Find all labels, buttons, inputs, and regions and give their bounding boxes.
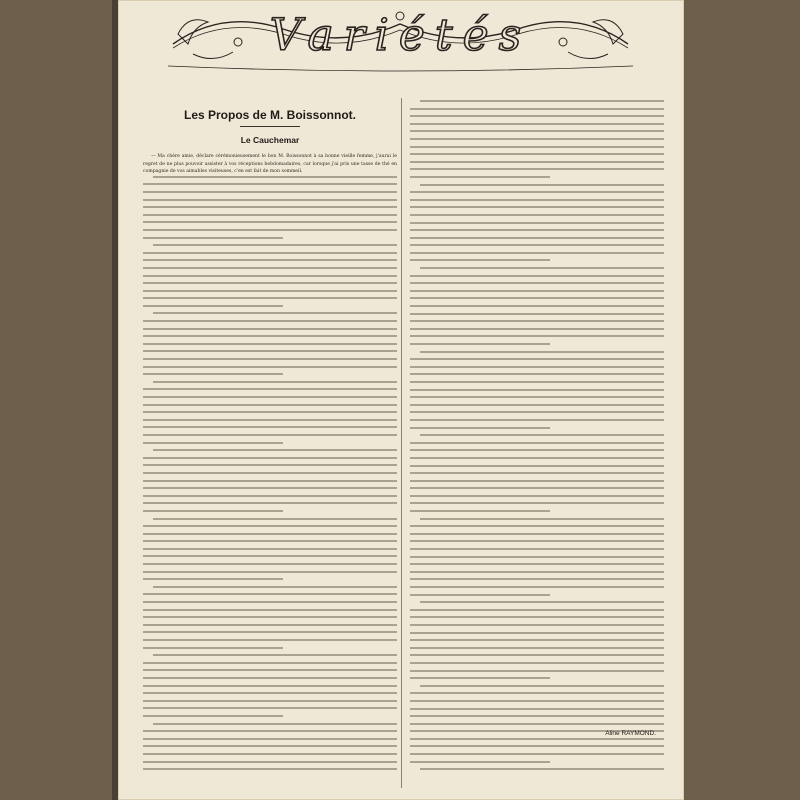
text-line — [143, 525, 397, 527]
text-line — [420, 267, 664, 269]
article-subtitle: Le Cauchemar — [240, 135, 300, 145]
text-line — [410, 389, 664, 391]
text-line — [143, 730, 397, 732]
text-line — [410, 199, 664, 201]
text-line — [410, 472, 664, 474]
text-line — [410, 305, 664, 307]
text-line — [420, 351, 664, 353]
text-line — [143, 297, 397, 299]
text-line — [143, 396, 397, 398]
text-line — [143, 388, 397, 390]
text-line — [143, 464, 397, 466]
text-line — [153, 176, 397, 178]
text-line — [143, 275, 397, 277]
text-line — [143, 601, 397, 603]
text-line — [143, 548, 397, 550]
text-line — [410, 700, 664, 702]
text-line — [420, 518, 664, 520]
text-line — [143, 647, 283, 649]
text-line — [143, 761, 397, 763]
text-line — [143, 366, 397, 368]
text-line — [143, 328, 397, 330]
text-line — [410, 753, 664, 755]
text-line — [143, 540, 397, 542]
text-line — [410, 358, 664, 360]
text-line — [143, 738, 397, 740]
text-line — [410, 138, 664, 140]
text-line — [143, 237, 283, 239]
text-line — [410, 373, 664, 375]
text-line — [410, 404, 664, 406]
text-line — [143, 480, 397, 482]
text-line — [143, 305, 283, 307]
text-line — [410, 411, 664, 413]
text-line — [410, 237, 664, 239]
text-line — [410, 146, 664, 148]
text-line — [143, 335, 397, 337]
text-line — [143, 510, 283, 512]
text-line — [410, 738, 664, 740]
text-line — [410, 578, 664, 580]
article-title: Les Propos de M. Boissonnot. — [183, 108, 356, 122]
text-line — [143, 624, 397, 626]
text-line — [143, 206, 397, 208]
text-line — [153, 654, 397, 656]
text-line — [143, 563, 397, 565]
text-line — [143, 472, 397, 474]
text-line — [143, 715, 283, 717]
text-line — [143, 229, 397, 231]
text-line — [410, 366, 664, 368]
text-line — [153, 518, 397, 520]
text-line — [410, 480, 664, 482]
text-line — [410, 761, 550, 763]
text-line — [410, 153, 664, 155]
text-line — [410, 335, 664, 337]
text-line — [143, 373, 283, 375]
text-line — [420, 184, 664, 186]
text-line — [143, 183, 397, 185]
text-line — [410, 381, 664, 383]
text-line — [410, 502, 664, 504]
text-line — [410, 692, 664, 694]
text-line — [410, 123, 664, 125]
text-line — [410, 571, 664, 573]
text-line — [153, 586, 397, 588]
text-line — [410, 244, 664, 246]
text-line — [410, 343, 550, 345]
text-line — [143, 343, 397, 345]
text-line — [420, 768, 664, 770]
text-line — [410, 275, 664, 277]
text-line — [410, 419, 664, 421]
text-line — [410, 708, 664, 710]
text-line — [143, 214, 397, 216]
text-line — [143, 707, 397, 709]
text-line — [143, 753, 397, 755]
text-line — [143, 593, 397, 595]
text-line — [143, 768, 397, 770]
text-line — [410, 222, 664, 224]
text-line — [410, 297, 664, 299]
text-line — [143, 290, 397, 292]
text-line — [410, 168, 664, 170]
text-line — [410, 670, 664, 672]
text-line — [410, 465, 664, 467]
author-signature: Aline RAYMOND. — [605, 730, 656, 737]
text-line — [153, 381, 397, 383]
text-line — [410, 161, 664, 163]
text-line — [410, 320, 664, 322]
text-line — [410, 548, 664, 550]
text-line — [410, 328, 664, 330]
text-line — [410, 525, 664, 527]
text-line — [410, 586, 664, 588]
text-line — [143, 578, 283, 580]
section-title: Variétés — [269, 10, 532, 61]
text-line — [410, 396, 664, 398]
text-line — [410, 115, 664, 117]
article-intro: — Ma chère amie, déclare cérémonieusement le bon M. Boissonnot à sa bonne vieille femme, j'aurai le regret de ne plus pouvoir assister à vos réceptions hebdomadaires, car lorsque j'ai pris une tasse de thé en compagnie de vos aimables visiteuses, c'en est fait de mon sommeil. — [143, 154, 397, 175]
text-line — [153, 244, 397, 246]
text-line — [410, 176, 550, 178]
text-line — [143, 191, 397, 193]
text-line — [420, 100, 664, 102]
right-text-block — [410, 100, 664, 770]
text-line — [143, 677, 397, 679]
masthead-banner — [163, 4, 638, 72]
text-line — [143, 411, 397, 413]
text-line — [410, 130, 664, 132]
text-line — [410, 556, 664, 558]
text-line — [143, 426, 397, 428]
text-line — [410, 639, 664, 641]
text-line — [410, 457, 664, 459]
text-line — [143, 434, 397, 436]
text-line — [410, 609, 664, 611]
text-line — [153, 449, 397, 451]
text-line — [420, 434, 664, 436]
text-line — [143, 487, 397, 489]
text-line — [153, 312, 397, 314]
text-line — [410, 252, 664, 254]
text-line — [143, 692, 397, 694]
text-line — [143, 404, 397, 406]
left-column — [143, 100, 397, 790]
text-line — [410, 214, 664, 216]
text-line — [143, 199, 397, 201]
text-line — [143, 282, 397, 284]
text-line — [410, 594, 550, 596]
left-text-block — [143, 176, 397, 770]
text-line — [143, 662, 397, 664]
text-line — [143, 639, 397, 641]
text-line — [143, 259, 397, 261]
text-line — [410, 563, 664, 565]
text-line — [143, 502, 397, 504]
text-line — [410, 229, 664, 231]
text-line — [410, 616, 664, 618]
title-rule — [240, 126, 300, 127]
text-line — [410, 723, 664, 725]
text-line — [143, 685, 397, 687]
text-line — [410, 259, 550, 261]
text-line — [420, 601, 664, 603]
right-column — [410, 100, 664, 790]
text-line — [410, 495, 664, 497]
text-line — [410, 290, 664, 292]
text-line — [410, 449, 664, 451]
text-line — [410, 540, 664, 542]
text-line — [410, 427, 550, 429]
text-line — [410, 313, 664, 315]
text-line — [143, 350, 397, 352]
text-line — [410, 654, 664, 656]
text-line — [143, 609, 397, 611]
text-line — [143, 252, 397, 254]
text-line — [143, 358, 397, 360]
text-line — [143, 555, 397, 557]
text-line — [143, 457, 397, 459]
text-line — [143, 571, 397, 573]
text-line — [143, 669, 397, 671]
text-line — [410, 632, 664, 634]
text-line — [143, 631, 397, 633]
text-line — [410, 442, 664, 444]
text-line — [410, 510, 550, 512]
text-line — [410, 206, 664, 208]
text-line — [410, 487, 664, 489]
text-line — [143, 419, 397, 421]
text-line — [143, 616, 397, 618]
text-line — [410, 282, 664, 284]
column-divider — [401, 98, 402, 788]
text-line — [410, 715, 664, 717]
text-line — [153, 723, 397, 725]
text-line — [143, 495, 397, 497]
text-line — [143, 320, 397, 322]
text-line — [143, 267, 397, 269]
text-line — [410, 108, 664, 110]
text-line — [410, 533, 664, 535]
document-page — [118, 0, 684, 800]
text-line — [410, 647, 664, 649]
text-line — [143, 745, 397, 747]
text-line — [410, 662, 664, 664]
text-line — [143, 700, 397, 702]
text-line — [410, 191, 664, 193]
text-line — [143, 442, 283, 444]
text-line — [410, 677, 550, 679]
text-line — [410, 624, 664, 626]
text-line — [420, 685, 664, 687]
text-line — [410, 745, 664, 747]
text-line — [143, 533, 397, 535]
text-line — [143, 221, 397, 223]
